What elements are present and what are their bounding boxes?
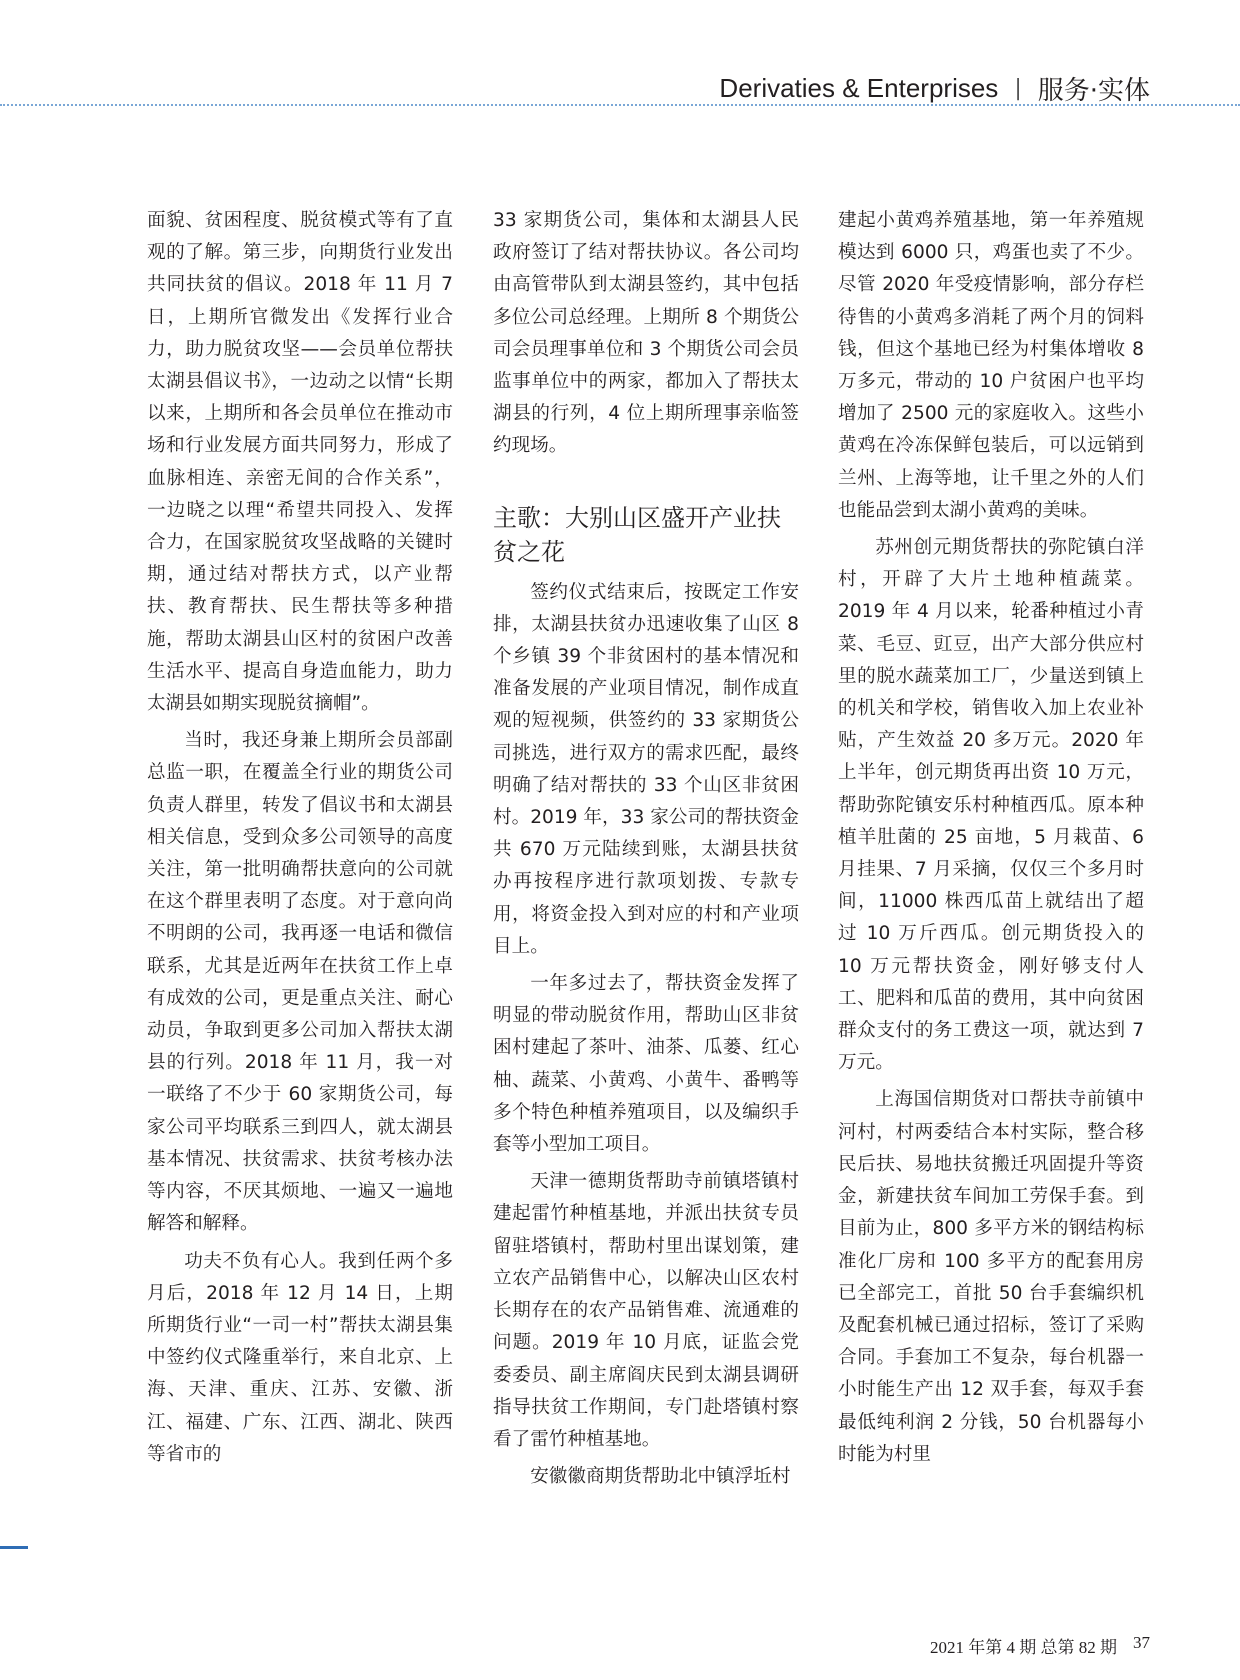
- section-heading: 主歌：大别山区盛开产业扶贫之花: [493, 503, 781, 566]
- running-header: [719, 68, 1150, 108]
- page-number: 37: [1133, 1633, 1150, 1652]
- paragraph: 安徽徽商期货帮助北中镇浮坵村: [530, 1466, 791, 1488]
- paragraph: 一年多过去了，帮扶资金发挥了明显的带动脱贫作用，帮助山区非贫困村建起了茶叶、油茶、瓜蒌、红心柚、蔬菜、小黄鸡、小黄牛、番鸭等多个特色种植养殖项目，以及编织手套等小型加工项目。: [493, 973, 799, 1156]
- text-column-3: [838, 205, 1144, 1476]
- text-column-2: [493, 205, 799, 1498]
- paragraph: 功夫不负有心人。我到任两个多月后，2018 年 12 月 14 日，上期所期货行业“一司一村”帮扶太湖县集中签约仪式隆重举行，来自北京、上海、天津、重庆、江苏、安徽、浙江、福建、广东、江西、湖北、陕西等省市的: [147, 1250, 453, 1465]
- paragraph: 天津一德期货帮助寺前镇塔镇村建起雷竹种植基地，并派出扶贫专员留驻塔镇村，帮助村里出谋划策，建立农产品销售中心，以解决山区农村长期存在的农产品销售难、流通难的问题。2019 年 10 月底，证监会党委委员、副主席阎庆民到太湖县调研指导扶贫工作期间，专门赴塔镇村察看了雷竹种植基地。: [493, 1171, 799, 1450]
- paragraph: 面貌、贫困程度、脱贫模式等有了直观的了解。第三步，向期货行业发出共同扶贫的倡议。2018 年 11 月 7 日，上期所官微发出《发挥行业合力，助力脱贫攻坚——会员单位帮扶太湖县倡议书》，一边动之以情“长期以来，上期所和各会员单位在推动市场和行业发展方面共同努力，形成了血脉相连、亲密无间的合作关系”，一边晓之以理“希望共同投入、发挥合力，在国家脱贫攻坚战略的关键时期，通过结对帮扶方式，以产业帮扶、教育帮扶、民生帮扶等多种措施，帮助太湖县山区村的贫困户改善生活水平、提高自身造血能力，助力太湖县如期实现脱贫摘帽”。: [147, 210, 453, 715]
- header-chinese-title: 服务·实体: [1037, 75, 1150, 106]
- paragraph: 建起小黄鸡养殖基地，第一年养殖规模达到 6000 只，鸡蛋也卖了不少。尽管 2020 年受疫情影响，部分存栏待售的小黄鸡多消耗了两个月的饲料钱，但这个基地已经为村集体增收 8 万多元，带动的 10 户贫困户也平均增加了 2500 元的家庭收入。这些小黄鸡在冷冻保鲜包装后，可以远销到兰州、上海等地，让千里之外的人们也能品尝到太湖小黄鸡的美味。: [838, 210, 1144, 521]
- accent-bar: [0, 1546, 28, 1549]
- issue-info: 2021 年第 4 期 总第 82 期: [930, 1638, 1117, 1657]
- paragraph: 苏州创元期货帮扶的弥陀镇白洋村，开辟了大片土地种植蔬菜。2019 年 4 月以来，轮番种植过小青菜、毛豆、豇豆，出产大部分供应村里的脱水蔬菜加工厂，少量送到镇上的机关和学校，销售收入加上农业补贴，产生效益 20 多万元。2020 年上半年，创元期货再出资 10 万元，帮助弥陀镇安乐村种植西瓜。原本种植羊肚菌的 25 亩地，5 月栽苗、6 月挂果、7 月采摘，仅仅三个多月时间，11000 株西瓜苗上就结出了超过 10 万斤西瓜。创元期货投入的 10 万元帮扶资金，刚好够支付人工、肥料和瓜苗的费用，其中向贫困群众支付的务工费这一项，就达到 7 万元。: [838, 537, 1144, 1074]
- header-separator: |: [1014, 75, 1022, 101]
- paragraph: 签约仪式结束后，按既定工作安排，太湖县扶贫办迅速收集了山区 8 个乡镇 39 个非贫困村的基本情况和准备发展的产业项目情况，制作成直观的短视频，供签约的 33 家期货公司挑选，进行双方的需求匹配，最终明确了结对帮扶的 33 个山区非贫困村。2019 年，33 家公司的帮扶资金共 670 万元陆续到账，太湖县扶贫办再按程序进行款项划拨、专款专用，将资金投入到对应的村和产业项目上。: [493, 581, 799, 957]
- paragraph: 当时，我还身兼上期所会员部副总监一职，在覆盖全行业的期货公司负责人群里，转发了倡议书和太湖县相关信息，受到众多公司领导的高度关注，第一批明确帮扶意向的公司就在这个群里表明了态度。对于意向尚不明朗的公司，我再逐一电话和微信联系，尤其是近两年在扶贫工作上卓有成效的公司，更是重点关注、耐心动员，争取到更多公司加入帮扶太湖县的行列。2018 年 11 月，我一对一联络了不少于 60 家期货公司，每家公司平均联系三到四人，就太湖县基本情况、扶贫需求、扶贫考核办法等内容，不厌其烦地、一遍又一遍地解答和解释。: [147, 730, 453, 1235]
- page-footer: [930, 1633, 1150, 1658]
- paragraph: 上海国信期货对口帮扶寺前镇中河村，村两委结合本村实际，整合移民后扶、易地扶贫搬迁巩固提升等资金，新建扶贫车间加工劳保手套。到目前为止，800 多平方米的钢结构标准化厂房和 100 多平方的配套用房已全部完工，首批 50 台手套编织机及配套机械已通过招标，签订了采购合同。手套加工不复杂，每台机器一小时能生产出 12 双手套，每双手套最低纯利润 2 分钱，50 台机器每小时能为村里: [838, 1089, 1144, 1465]
- header-english-title: Derivaties & Enterprises: [719, 72, 999, 103]
- header-dotted-rule: [0, 104, 1240, 106]
- paragraph: 33 家期货公司，集体和太湖县人民政府签订了结对帮扶协议。各公司均由高管带队到太湖县签约，其中包括多位公司总经理。上期所 8 个期货公司会员理事单位和 3 个期货公司会员监事单位中的两家，都加入了帮扶太湖县的行列，4 位上期所理事亲临签约现场。: [493, 210, 799, 457]
- text-column-1: [147, 205, 453, 1476]
